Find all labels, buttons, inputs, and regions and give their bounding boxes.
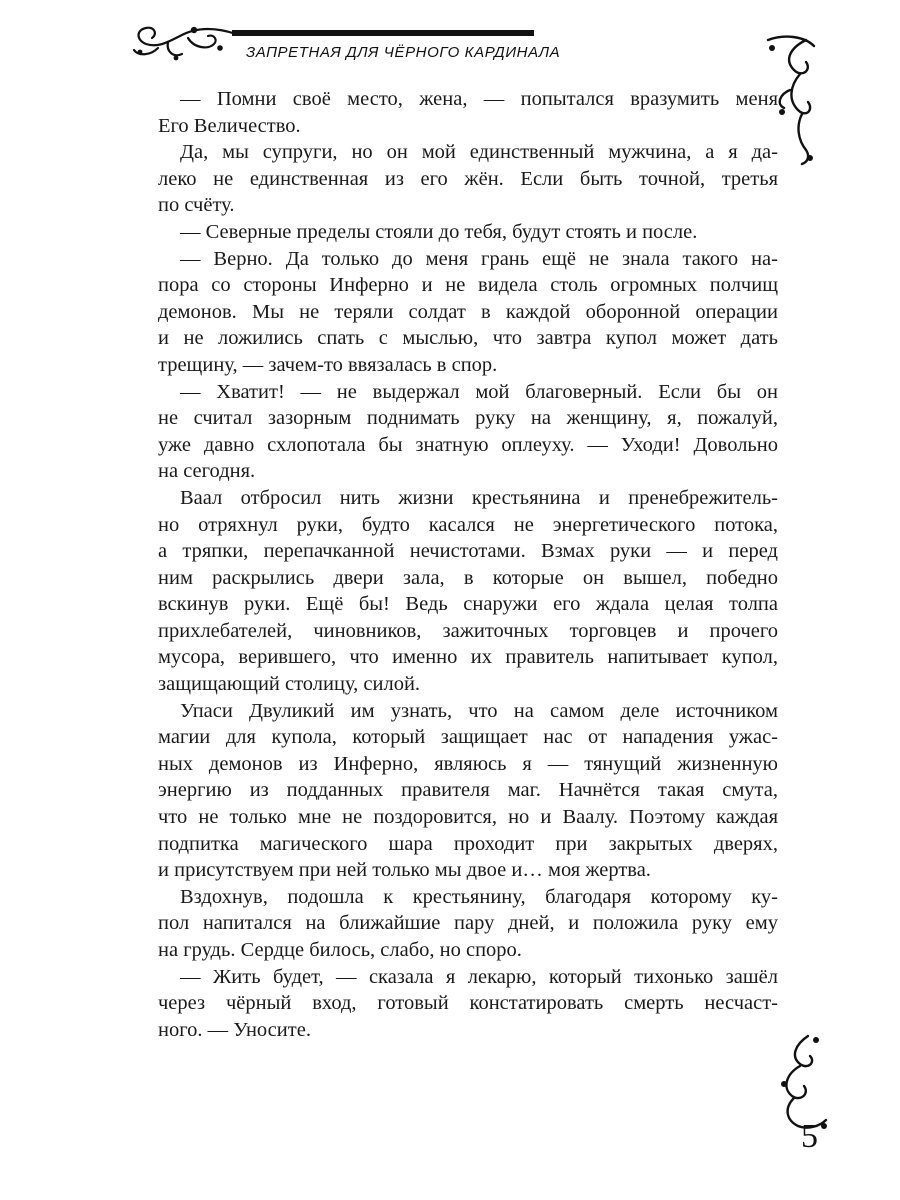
text-line: магии для купола, который защищает нас от нападения ужас- xyxy=(158,726,778,749)
text-line: что не только мне не поздоровится, но и Ваалу. Поэтому каждая xyxy=(158,806,778,829)
text-line: на грудь. Сердце билось, слабо, но споро. xyxy=(158,939,522,961)
text-line: не считал зазорным поднимать руку на женщину, я, пожалуй, xyxy=(158,407,778,430)
text-line: леко не единственная из его жён. Если быть точной, третья xyxy=(158,167,778,190)
text-line: по счёту. xyxy=(158,194,235,217)
text-line: Вздохнув, подошла к крестьянину, благодаря которому ку- xyxy=(180,885,778,908)
header-flourish-icon xyxy=(128,18,238,68)
text-line: Ваал отбросил нить жизни крестьянина и пренебрежитель- xyxy=(180,486,778,509)
header-rule xyxy=(232,30,534,36)
text-line: но отряхнул руки, будто касался не энергетического потока, xyxy=(158,513,778,536)
text-line: через чёрный вход, готовый констатировать смерть несчаст- xyxy=(158,992,778,1015)
text-line: трещину, — зачем-то ввязалась в спор. xyxy=(158,353,498,376)
text-line: на сегодня. xyxy=(158,460,256,483)
text-line: Да, мы супруги, но он мой единственный мужчина, а я да- xyxy=(180,141,778,164)
body-text xyxy=(158,86,778,1043)
text-line: Упаси Двуликий им узнать, что на самом деле источником xyxy=(180,699,778,722)
text-line: прихлебателей, чиновников, зажиточных торговцев и прочего xyxy=(158,619,778,642)
text-line: пол напитался на ближайшие пару дней, и положила руку ему xyxy=(158,912,778,935)
text-line: энергию из подданных правителя маг. Начнётся такая смута, xyxy=(158,779,778,802)
text-line: вскинув руки. Ещё бы! Ведь снаружи его ждала целая толпа xyxy=(158,593,778,616)
corner-flourish-icon xyxy=(770,1030,830,1135)
text-line: и не ложились спать с мыслью, что завтра купол может дать xyxy=(158,327,778,350)
text-line: ного. — Уносите. xyxy=(158,1018,311,1041)
text-line: — Жить будет, — сказала я лекарю, который тихонько зашёл xyxy=(180,965,778,988)
text-line: — Помни своё место, жена, — попытался вразумить меня xyxy=(180,88,778,110)
text-line: — Хватит! — не выдержал мой благоверный. Если бы он xyxy=(180,380,778,403)
text-line: Его Величество. xyxy=(158,114,301,137)
text-line: а тряпки, перепачканной нечистотами. Взмах руки — и перед xyxy=(158,540,778,563)
text-line: ных демонов из Инферно, являюсь я — тянущий жизненную xyxy=(158,752,778,775)
text-line: — Северные пределы стояли до тебя, будут стоять и после. xyxy=(180,220,698,243)
text-line: подпитка магического шара проходит при закрытых дверях, xyxy=(158,832,778,855)
text-line: уже давно схлопотала бы знатную оплеуху. — Уходи! Довольно xyxy=(158,433,778,456)
text-line: мусора, верившего, что именно их правитель напитывает купол, xyxy=(158,646,778,669)
text-line: — Верно. Да только до меня грань ещё не знала такого на- xyxy=(180,247,778,270)
text-line: защищающий столицу, силой. xyxy=(158,673,421,696)
page-number: 5 xyxy=(801,1118,818,1155)
text-line: демонов. Мы не теряли солдат в каждой оборонной операции xyxy=(158,300,778,323)
running-title: ЗАПРЕТНАЯ ДЛЯ ЧЁРНОГО КАРДИНАЛА xyxy=(246,44,561,61)
text-line: ним раскрылись двери зала, в которые он вышел, победно xyxy=(158,566,778,589)
text-line: и присутствуем при ней только мы двое и… моя жертва. xyxy=(158,859,651,882)
text-line: пора со стороны Инферно и не видела столь огромных полчищ xyxy=(158,274,778,297)
